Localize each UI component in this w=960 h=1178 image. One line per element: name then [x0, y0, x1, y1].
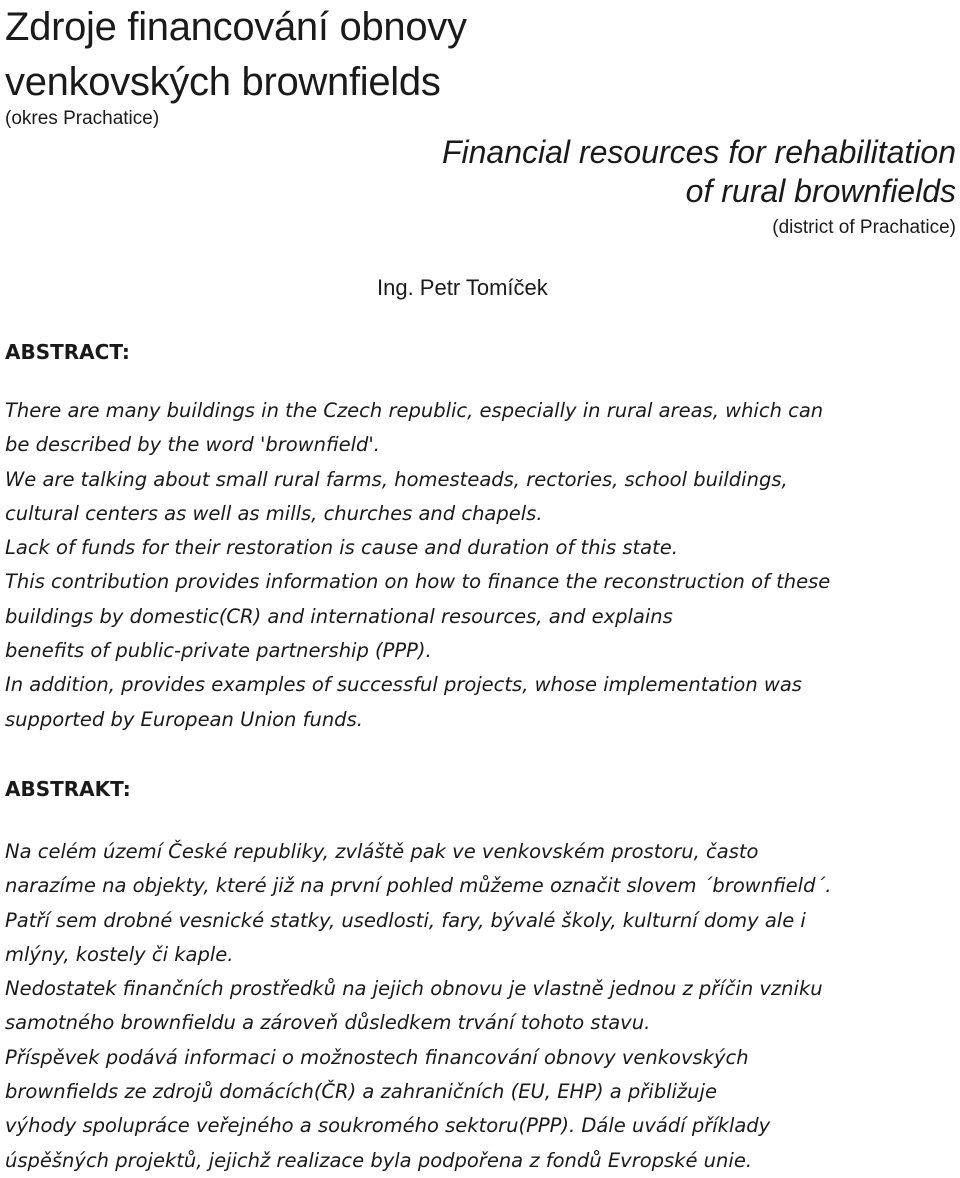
- subtitle-english: (district of Prachatice): [772, 217, 956, 238]
- abstrakt-line: výhody spolupráce veřejného a soukromého sektoru(PPP). Dále uvádí příklady: [5, 1114, 771, 1138]
- abstract-line: be described by the word 'brownfield'.: [5, 433, 380, 457]
- abstrakt-line: Patří sem drobné vesnické statky, usedlosti, fary, bývalé školy, kulturní domy ale i: [5, 908, 806, 932]
- abstract-line: We are talking about small rural farms, homesteads, rectories, school buildings,: [5, 467, 788, 491]
- abstrakt-heading: ABSTRAKT:: [5, 777, 131, 801]
- abstract-heading: ABSTRACT:: [5, 340, 130, 364]
- abstrakt-line: úspěšných projektů, jejichž realizace byla podpořena z fondů Evropské unie.: [5, 1148, 753, 1172]
- title-czech: [5, 0, 467, 110]
- abstrakt-line: Na celém území České republiky, zvláště pak ve venkovském prostoru, často: [5, 840, 759, 863]
- abstrakt-body: [5, 835, 950, 1178]
- abstrakt-line: Nedostatek finančních prostředků na jejich obnovu je vlastně jednou z příčin vzniku: [5, 977, 823, 1001]
- abstrakt-line: mlýny, kostely či kaple.: [5, 942, 234, 966]
- abstrakt-line: brownfields ze zdrojů domácích(ČR) a zahraničních (EU, EHP) a přibližuje: [5, 1080, 717, 1104]
- abstract-line: Lack of funds for their restoration is cause and duration of this state.: [5, 536, 678, 560]
- abstrakt-line: narazíme na objekty, které již na první pohled můžeme označit slovem ´brownfield´.: [5, 874, 832, 898]
- title-english-line: of rural brownfields: [685, 173, 956, 209]
- title-english: [256, 133, 956, 211]
- abstract-line: cultural centers as well as mills, churches and chapels.: [5, 501, 543, 525]
- abstract-line: This contribution provides information on how to finance the reconstruction of these: [5, 570, 831, 594]
- author-name: Ing. Petr Tomíček: [377, 275, 548, 300]
- abstract-body: [5, 394, 950, 737]
- abstract-line: In addition, provides examples of successful projects, whose implementation was: [5, 673, 802, 697]
- abstract-line: There are many buildings in the Czech republic, especially in rural areas, which can: [5, 399, 824, 422]
- title-czech-line: Zdroje financování obnovy: [5, 5, 467, 49]
- title-english-line: Financial resources for rehabilitation: [441, 134, 956, 170]
- title-czech-line: venkovských brownfields: [5, 60, 441, 104]
- abstract-line: supported by European Union funds.: [5, 707, 363, 731]
- abstrakt-line: samotného brownfieldu a zároveň důsledkem trvání tohoto stavu.: [5, 1011, 651, 1035]
- abstrakt-line: Příspěvek podává informaci o možnostech financování obnovy venkovských: [5, 1045, 749, 1069]
- subtitle-czech: (okres Prachatice): [5, 108, 160, 129]
- abstract-line: benefits of public-private partnership (PPP).: [5, 639, 432, 663]
- abstract-line: buildings by domestic(CR) and international resources, and explains: [5, 604, 673, 628]
